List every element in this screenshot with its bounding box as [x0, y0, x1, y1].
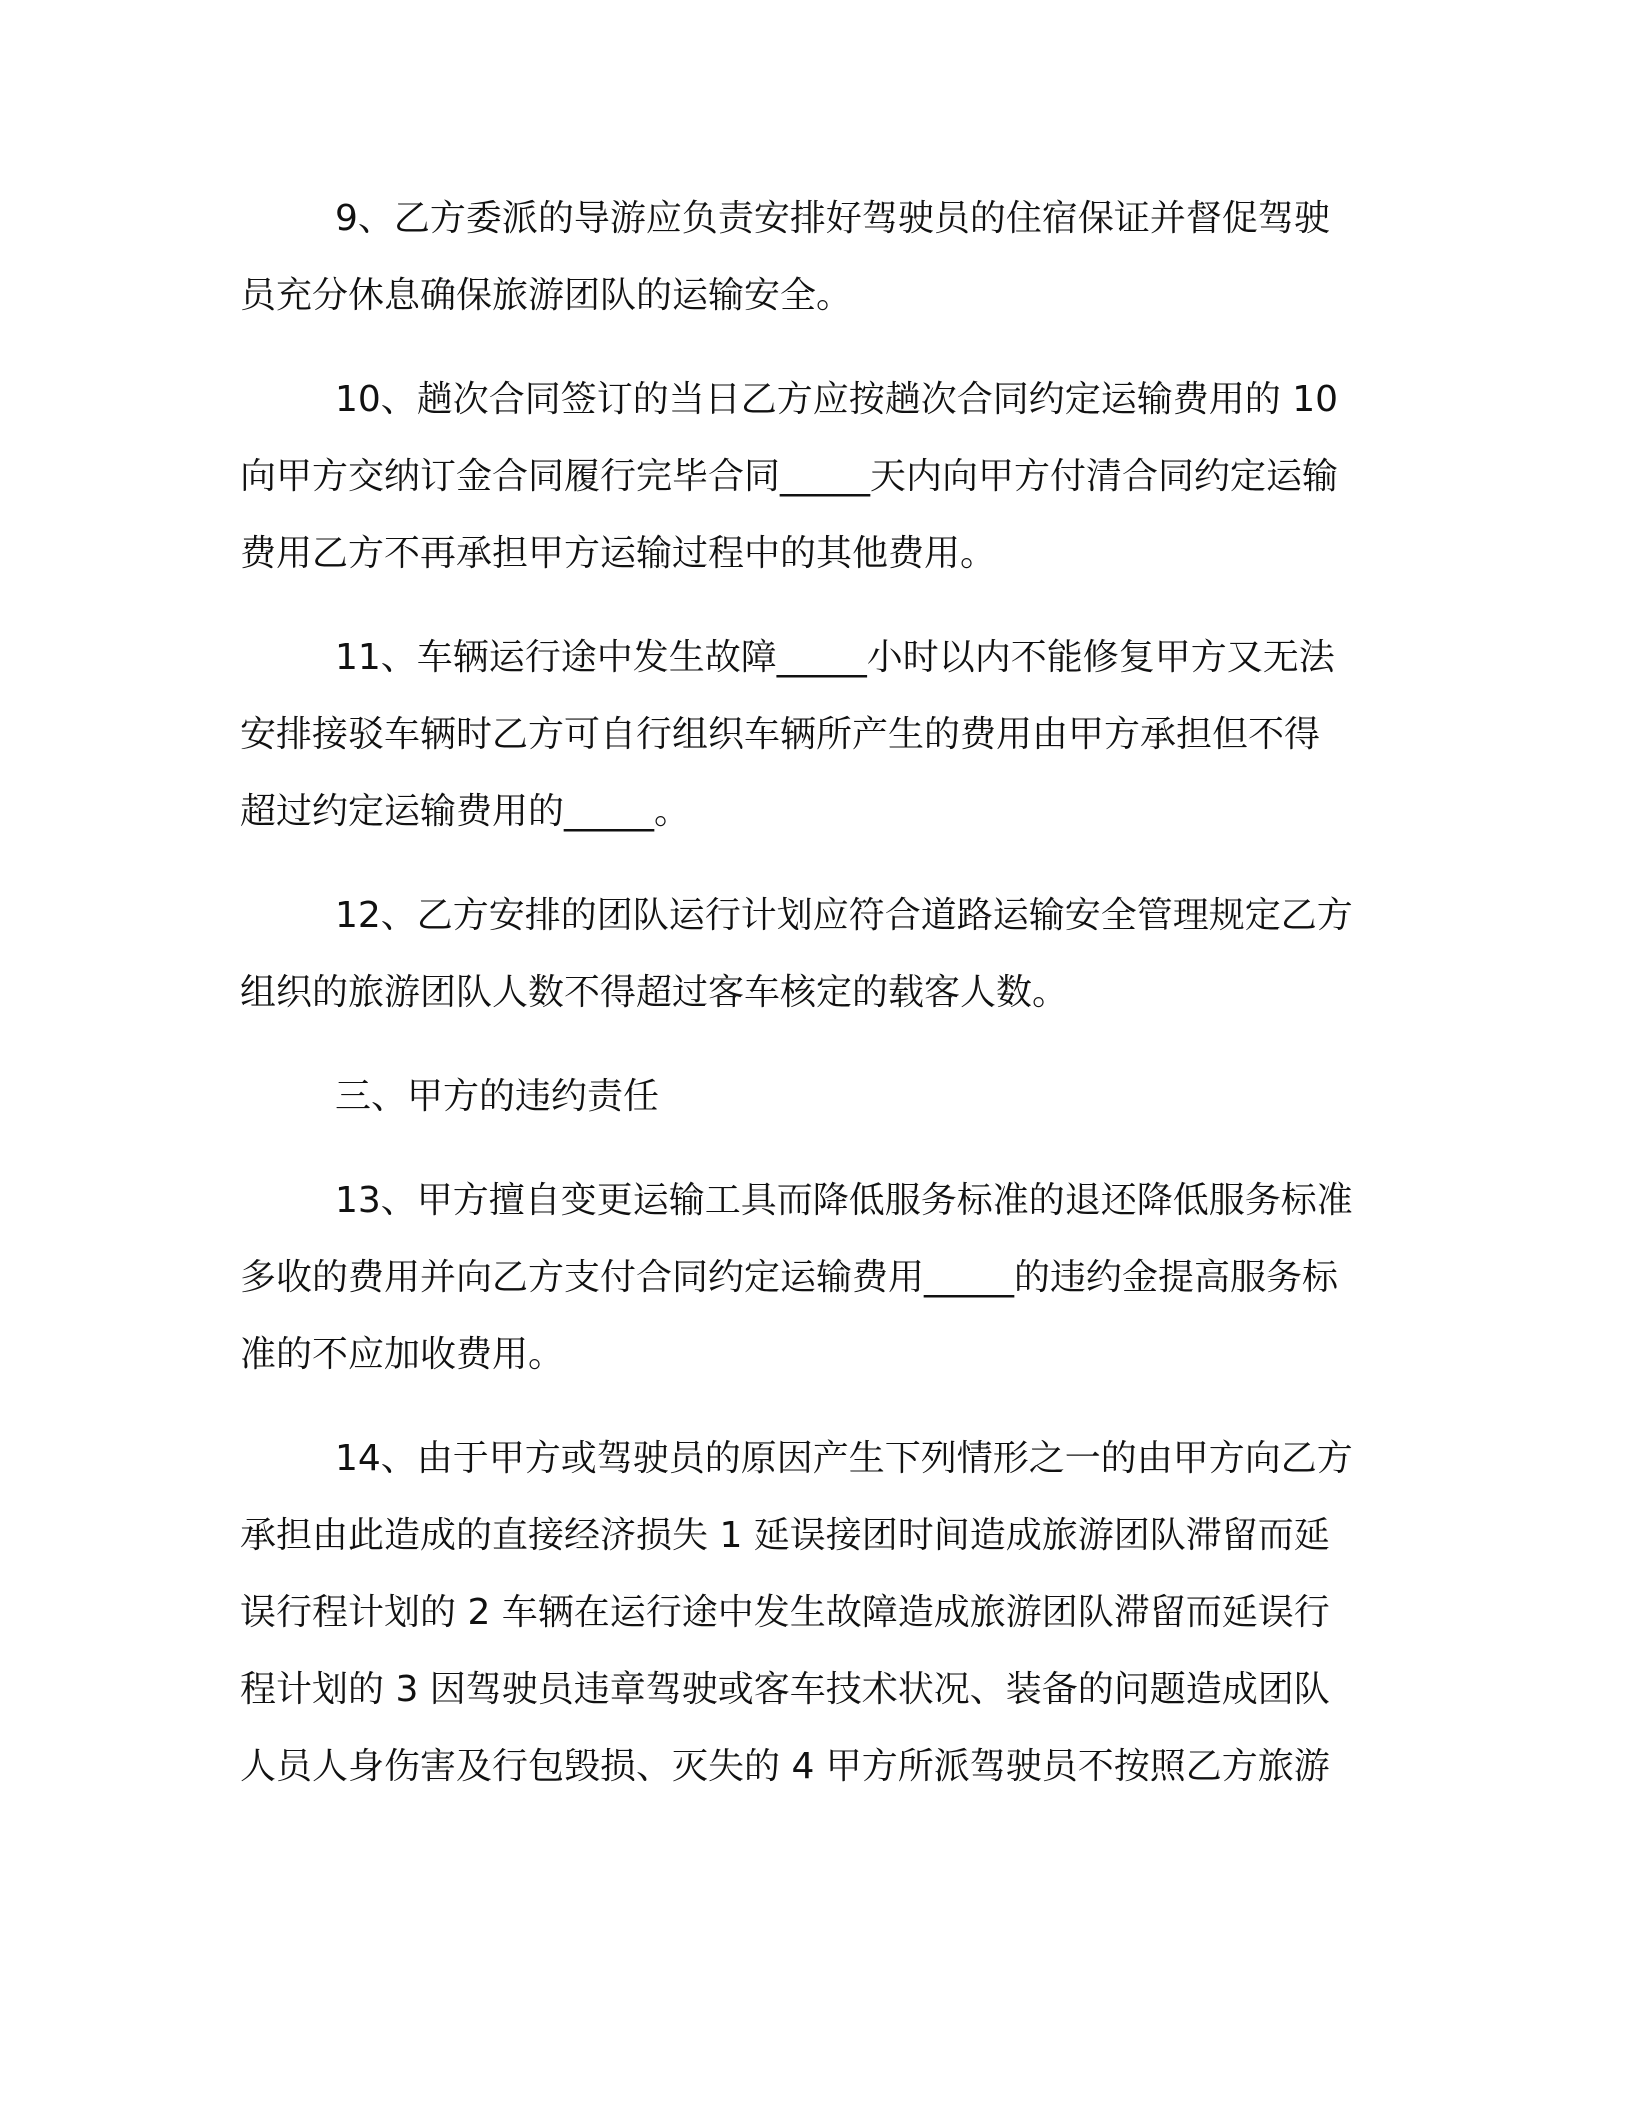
paragraph-14 — [240, 1420, 1390, 1805]
paragraph-line: 程计划的 3 因驾驶员违章驾驶或客车技术状况、装备的问题造成团队 — [240, 1669, 1330, 1710]
paragraph-11 — [240, 619, 1390, 850]
paragraph-line: 超过约定运输费用的_____。 — [240, 791, 691, 832]
paragraph-line: 安排接驳车辆时乙方可自行组织车辆所产生的费用由甲方承担但不得 — [240, 714, 1321, 755]
paragraph-line: 承担由此造成的直接经济损失 1 延误接团时间造成旅游团队滞留而延 — [240, 1515, 1330, 1556]
paragraph-line: 员充分休息确保旅游团队的运输安全。 — [240, 275, 853, 316]
document-body — [240, 180, 1390, 1832]
paragraph-13 — [240, 1162, 1390, 1393]
paragraph-line: 11、车辆运行途中发生故障_____小时以内不能修复甲方又无法 — [335, 637, 1335, 678]
paragraph-line: 组织的旅游团队人数不得超过客车核定的载客人数。 — [240, 972, 1069, 1013]
paragraph-line: 14、由于甲方或驾驶员的原因产生下列情形之一的由甲方向乙方 — [335, 1438, 1353, 1479]
paragraph-line: 9、乙方委派的导游应负责安排好驾驶员的住宿保证并督促驾驶 — [335, 198, 1330, 239]
paragraph-line: 向甲方交纳订金合同履行完毕合同_____天内向甲方付清合同约定运输 — [240, 456, 1339, 497]
section-heading-text: 三、甲方的违约责任 — [335, 1076, 660, 1117]
paragraph-10 — [240, 361, 1390, 592]
paragraph-line: 人员人身伤害及行包毁损、灭失的 4 甲方所派驾驶员不按照乙方旅游 — [240, 1746, 1330, 1787]
paragraph-line: 准的不应加收费用。 — [240, 1334, 565, 1375]
paragraph-9 — [240, 180, 1390, 334]
section-heading — [240, 1058, 1390, 1135]
paragraph-line: 误行程计划的 2 车辆在运行途中发生故障造成旅游团队滞留而延误行 — [240, 1592, 1330, 1633]
paragraph-line: 费用乙方不再承担甲方运输过程中的其他费用。 — [240, 533, 997, 574]
paragraph-line: 10、趟次合同签订的当日乙方应按趟次合同约定运输费用的 10 — [335, 379, 1339, 420]
paragraph-12 — [240, 877, 1390, 1031]
paragraph-line: 12、乙方安排的团队运行计划应符合道路运输安全管理规定乙方 — [335, 895, 1353, 936]
paragraph-line: 13、甲方擅自变更运输工具而降低服务标准的退还降低服务标准 — [335, 1180, 1353, 1221]
paragraph-line: 多收的费用并向乙方支付合同约定运输费用_____的违约金提高服务标 — [240, 1257, 1339, 1298]
